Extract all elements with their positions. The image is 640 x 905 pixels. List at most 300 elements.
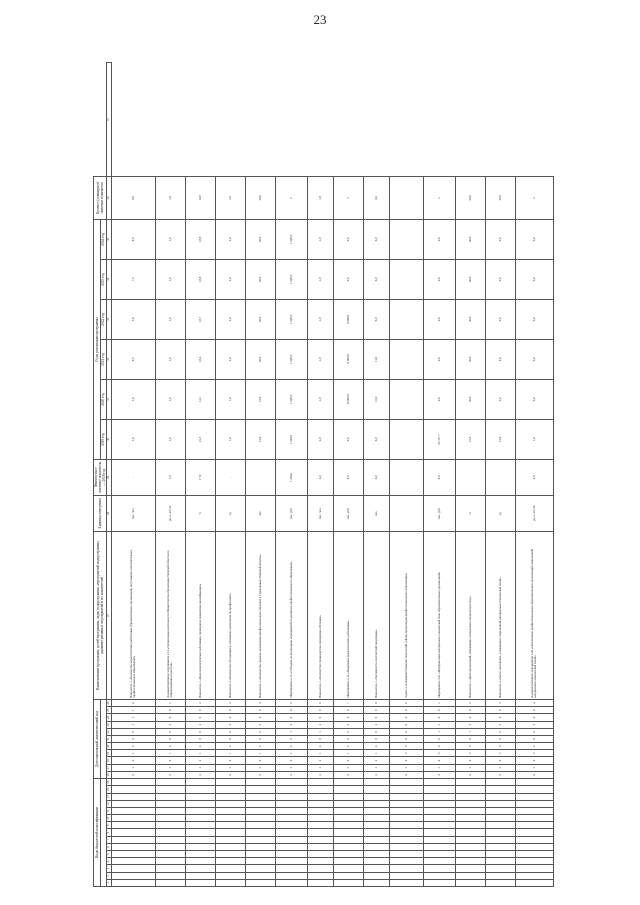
code-cell [389,872,423,879]
column-number: 18 [107,757,111,764]
code-cell: 0 [215,707,245,714]
year-value-cell: 8,0 [485,339,515,379]
code-cell: 0 [389,735,423,742]
code-cell [155,865,185,872]
code-cell: 1 [455,728,485,735]
column-number: 31 [107,379,111,419]
code-cell [363,865,389,872]
row-name-cell: Задача 3 «Совершенствование технологий и форм организации профессионального образования» [389,531,423,699]
year-value-cell: 0,0 [333,419,363,459]
code-cell [455,786,485,793]
year-value-cell: 5,0 [111,299,155,339]
target-value-cell: 1,8 [307,176,333,219]
code-cell: 0 [363,728,389,735]
code-cell [215,879,245,886]
code-cell [389,822,423,829]
year-value-cell: 0,0 [333,219,363,259]
year-value-cell: 1,0 [215,419,245,459]
code-cell [215,807,245,814]
code-cell [275,786,307,793]
year-value-cell: 1 004,5 [275,419,307,459]
code-cell: 0 [455,707,485,714]
code-cell [423,851,455,858]
code-cell [515,865,553,872]
code-cell: 0 [275,707,307,714]
code-cell [485,815,515,822]
column-number: 36 [107,176,111,219]
code-cell [245,843,275,850]
year-value-cell: 5,0 [485,379,515,419]
code-cell [111,786,155,793]
year-value-cell [389,419,423,459]
code-cell [455,843,485,850]
unit-cell: ед. [485,495,515,531]
code-cell: 0 [485,714,515,721]
column-number: 30 [107,419,111,459]
year-value-cell: 2,0 [215,259,245,299]
code-cell [275,851,307,858]
table-row [455,63,485,887]
year-value-cell: 8,0 [111,219,155,259]
code-cell [111,879,155,886]
year-value-cell: 21,5 [185,419,215,459]
code-cell [245,779,275,786]
code-cell: 4 [455,771,485,778]
code-cell [307,829,333,836]
code-cell: 1 [185,750,215,757]
year-value-cell: 0,0 [363,259,389,299]
code-cell [515,793,553,800]
column-number: 32 [107,339,111,379]
code-cell: 4 [485,757,515,764]
row-name-cell: Показатель 2 «Количество обучающихся, освоивших программы по профессиям» [215,531,245,699]
year-value-cell [389,219,423,259]
code-cell: 4 [333,743,363,750]
code-cell: 4 [485,771,515,778]
column-number: 14 [107,786,111,793]
year-value-cell [389,379,423,419]
code-cell [455,879,485,886]
code-cell [333,807,363,814]
code-cell [485,822,515,829]
code-cell [111,807,155,814]
code-cell: 0 [333,707,363,714]
code-cell: 0 [155,735,185,742]
code-cell [155,879,185,886]
code-cell [485,829,515,836]
code-cell: 4 [275,757,307,764]
code-cell: 0 [485,743,515,750]
code-cell [245,807,275,814]
code-cell: 4 [185,757,215,764]
code-cell: 1 [111,721,155,728]
code-cell [389,807,423,814]
code-cell: 1 [155,764,185,771]
table-row [307,63,333,887]
column-number: 11 [107,807,111,814]
code-cell: 3 [515,750,553,757]
year-value-cell: 18,9 [185,219,215,259]
code-cell: 4 [185,743,215,750]
year-value-cell: 20,0 [245,339,275,379]
code-cell [245,793,275,800]
code-cell: 2 [215,721,245,728]
rotated-table-wrapper [93,62,633,887]
code-cell [423,800,455,807]
unit-cell: % [455,495,485,531]
column-number: 20 [107,743,111,750]
year-value-cell: 20,0 [455,379,485,419]
code-cell [307,779,333,786]
year-value-cell: 0,0 [423,339,455,379]
column-number: 25 [107,707,111,714]
code-cell: 0 [155,728,185,735]
column-number: 29 [107,459,111,495]
year-value-cell: 0,0 [423,219,455,259]
year-value-cell: 1,8 [307,339,333,379]
year-value-cell: 11 800,0 [333,339,363,379]
code-cell [275,807,307,814]
year-value-cell: 0,0 [485,219,515,259]
code-cell [155,786,185,793]
year-value-cell: 20,0 [245,259,275,299]
code-cell [333,836,363,843]
year-value-cell: 15,5 [455,419,485,459]
code-cell [423,793,455,800]
unit-cell: ед. [215,495,245,531]
code-cell [455,858,485,865]
column-number: 13 [107,793,111,800]
code-cell: 0 [515,707,553,714]
column-number: 7 [107,836,111,843]
year-value-cell: 0,0 [333,259,363,299]
code-cell [423,843,455,850]
code-cell: 3 [485,750,515,757]
code-cell [333,779,363,786]
unit-column-header: Единица измерения [94,495,107,531]
year-value-cell: 1,8 [307,299,333,339]
code-cell [111,822,155,829]
code-cell: 0 [333,728,363,735]
code-cell: 1 [275,764,307,771]
code-cell [423,872,455,879]
year-value-cell: 12,0 [245,419,275,459]
base-value-cell [485,459,515,495]
year-value-cell: 15,0 [363,379,389,419]
column-number: 28 [107,495,111,531]
code-cell [389,815,423,822]
column-number: 16 [107,771,111,778]
code-cell [389,865,423,872]
code-cell [363,829,389,836]
code-cell: 0 [485,728,515,735]
code-cell [333,879,363,886]
year-value-cell: 1 029,4 [275,339,307,379]
code-cell [215,800,245,807]
code-cell: 0 [423,707,455,714]
code-cell: 0 [307,735,333,742]
code-cell [215,851,245,858]
year-value-cell: 1,0 [515,419,553,459]
page-number: 23 [313,12,327,27]
code-cell [111,793,155,800]
code-cell [307,793,333,800]
code-cell: 4 [155,757,185,764]
code-cell [215,815,245,822]
code-cell: 0 [389,707,423,714]
row-name-cell: Мероприятие 2.16 «Поддержка педагогических работников» [333,531,363,699]
code-cell: 4 [423,757,455,764]
year-value-cell [389,299,423,339]
column-number: 19 [107,750,111,757]
column-number: 17 [107,764,111,771]
year-value-cell: 1,8 [307,219,333,259]
row-name-cell: Показатель 1 «Количество педагогических работников образовательных организаций, получивших дополнительное профессиональное образование» [111,531,155,699]
code-cell [215,843,245,850]
year-value-cell: 15,0 [245,379,275,419]
code-cell [185,815,215,822]
code-cell: 0 [245,714,275,721]
code-cell: 4 [155,743,185,750]
code-cell: 1 [423,728,455,735]
code-cell [275,829,307,836]
code-cell [485,858,515,865]
code-cell: 1 [307,728,333,735]
code-cell: 7 [333,699,363,706]
code-cell [363,822,389,829]
table-row [363,63,389,887]
year-value-cell: 1,0 [155,379,185,419]
code-cell [423,865,455,872]
codes-group-header: Коды бюджетной классификации [94,779,101,887]
code-cell [389,786,423,793]
code-cell: 1 [423,699,455,706]
code-cell: 0 [185,714,215,721]
column-number: 33 [107,299,111,339]
code-cell: 1 [307,750,333,757]
column-number: 15 [107,779,111,786]
code-cell: 0 [515,735,553,742]
code-cell [389,836,423,843]
code-cell [363,779,389,786]
code-cell: 3 [423,750,455,757]
code-cell [155,872,185,879]
year-value-cell: 0,0 [515,339,553,379]
code-cell: 0 [185,728,215,735]
code-cell: 0 [363,714,389,721]
code-cell: 1 [423,764,455,771]
code-cell [185,843,215,850]
column-number: 27 [107,531,111,699]
code-cell [245,851,275,858]
code-cell [307,822,333,829]
code-cell: 0 [485,707,515,714]
year-header: 2020 год [100,379,107,419]
code-cell: 0 [307,714,333,721]
year-value-cell: 0,0 [515,299,553,339]
code-cell [333,822,363,829]
year-value-cell: 20,0 [245,299,275,339]
code-cell: 1 [245,764,275,771]
code-cell: 4 [307,771,333,778]
year-value-cell: 0,0 [423,379,455,419]
code-cell [275,836,307,843]
column-number: 3 [107,865,111,872]
code-cell: 3 [485,699,515,706]
code-cell [155,822,185,829]
code-cell: 0 [307,707,333,714]
code-cell [111,851,155,858]
code-cell [215,865,245,872]
code-cell [515,786,553,793]
code-cell: 0 [515,714,553,721]
code-cell [111,865,155,872]
unit-cell: чел. [245,495,275,531]
table-row [215,63,245,887]
code-cell [515,829,553,836]
table-row [515,63,553,887]
code-cell [515,858,553,865]
base-value-cell: 0,0 [333,459,363,495]
unit-cell: тыс. руб. [275,495,307,531]
year-value-cell: 55 767,7 [423,419,455,459]
code-cell [275,793,307,800]
year-value-cell: 0,0 [515,219,553,259]
code-cell [245,865,275,872]
code-cell: 4 [245,771,275,778]
code-cell [307,872,333,879]
column-number: 21 [107,735,111,742]
code-cell [215,779,245,786]
table-row [185,63,215,887]
table-row [485,63,515,887]
code-cell [111,779,155,786]
code-cell [155,858,185,865]
year-value-cell: 18,7 [185,299,215,339]
year-value-cell: 1 029,4 [275,219,307,259]
year-value-cell: 15 000,0 [333,379,363,419]
code-cell: 1 [111,764,155,771]
code-cell [485,865,515,872]
code-cell [485,879,515,886]
code-cell: 1 [333,750,363,757]
code-cell: 0 [215,735,245,742]
code-cell: 0 [389,728,423,735]
year-value-cell: 1 029,4 [275,379,307,419]
code-cell [363,815,389,822]
row-name-cell: Показатель 1 «Количество специалистов, прошедших обучение» [307,531,333,699]
year-value-cell: 2,0 [215,339,245,379]
target-value-cell: 50,0 [455,176,485,219]
code-cell: 0 [245,728,275,735]
code-cell: 3 [423,721,455,728]
year-value-cell: 1 029,4 [275,299,307,339]
year-value-cell: 2,0 [307,419,333,459]
unit-cell: % [185,495,215,531]
base-value-cell [245,459,275,495]
year-value-cell: 0,0 [363,219,389,259]
code-cell [515,836,553,843]
years-group-header: Годы реализации программы [94,219,101,459]
code-cell [455,829,485,836]
year-value-cell: 1 029,4 [275,259,307,299]
code-cell: 0 [423,714,455,721]
code-cell: 4 [111,771,155,778]
row-name-cell: Административное мероприятие 2.14 «Организация деятельности Министерства образования Тверской области по сопровождению педагогов» [155,531,185,699]
year-value-cell: 30,0 [455,299,485,339]
code-cell [275,879,307,886]
code-cell [155,779,185,786]
code-cell [455,793,485,800]
column-number: 34 [107,259,111,299]
code-cell: 2 [275,721,307,728]
code-cell [333,786,363,793]
code-cell [515,879,553,886]
code-cell: 0 [245,707,275,714]
code-cell: 2 [185,721,215,728]
code-cell [185,858,215,865]
column-number: 24 [107,714,111,721]
code-cell: 0 [363,735,389,742]
code-cell [333,851,363,858]
code-cell [423,815,455,822]
code-cell: 0 [333,714,363,721]
code-cell [245,822,275,829]
year-value-cell: 0,0 [423,259,455,299]
code-cell [245,815,275,822]
year-value-cell: 9 800,0 [333,299,363,339]
year-value-cell: 1,0 [155,299,185,339]
code-cell: 1 [185,764,215,771]
table-body [111,63,553,887]
code-cell [307,858,333,865]
code-cell [215,786,245,793]
target-value-cell: х [275,176,307,219]
code-cell: 0 [111,699,155,706]
code-cell: 4 [333,771,363,778]
code-cell [333,793,363,800]
code-cell [275,872,307,879]
code-cell: 1 [215,750,245,757]
base-value-cell: 2,0 [307,459,333,495]
row-name-cell: Показатель 1 «Доля педагогических работников, прошедших повышение квалификации» [185,531,215,699]
code-cell [333,843,363,850]
year-value-cell: 40,0 [455,259,485,299]
column-number: 37 [107,63,111,177]
code-cell: 4 [245,699,275,706]
column-number: 35 [107,219,111,259]
year-value-cell [389,339,423,379]
code-cell [185,879,215,886]
code-cell [307,865,333,872]
code-cell [111,829,155,836]
code-cell [155,815,185,822]
code-cell: 0 [455,743,485,750]
code-cell [307,815,333,822]
year-value-cell: 20,0 [455,339,485,379]
code-cell: 4 [215,771,245,778]
code-cell: 0 [155,714,185,721]
name-column-header: Наименование программы, целей программы, задач подпрограммы, мероприятий подпрограммы, административных мероприятий и их показателей [94,531,107,699]
code-cell [111,815,155,822]
code-cell: 4 [111,743,155,750]
row-name-cell: Показатель 3 «Количество граждан, прошедших профессиональное обучение в учреждениях Тверской области» [245,531,275,699]
code-cell [185,800,215,807]
base-value-cell: 1 254,6 [275,459,307,495]
code-cell [363,807,389,814]
code-cell: 4 [275,771,307,778]
code-cell: 4 [111,757,155,764]
